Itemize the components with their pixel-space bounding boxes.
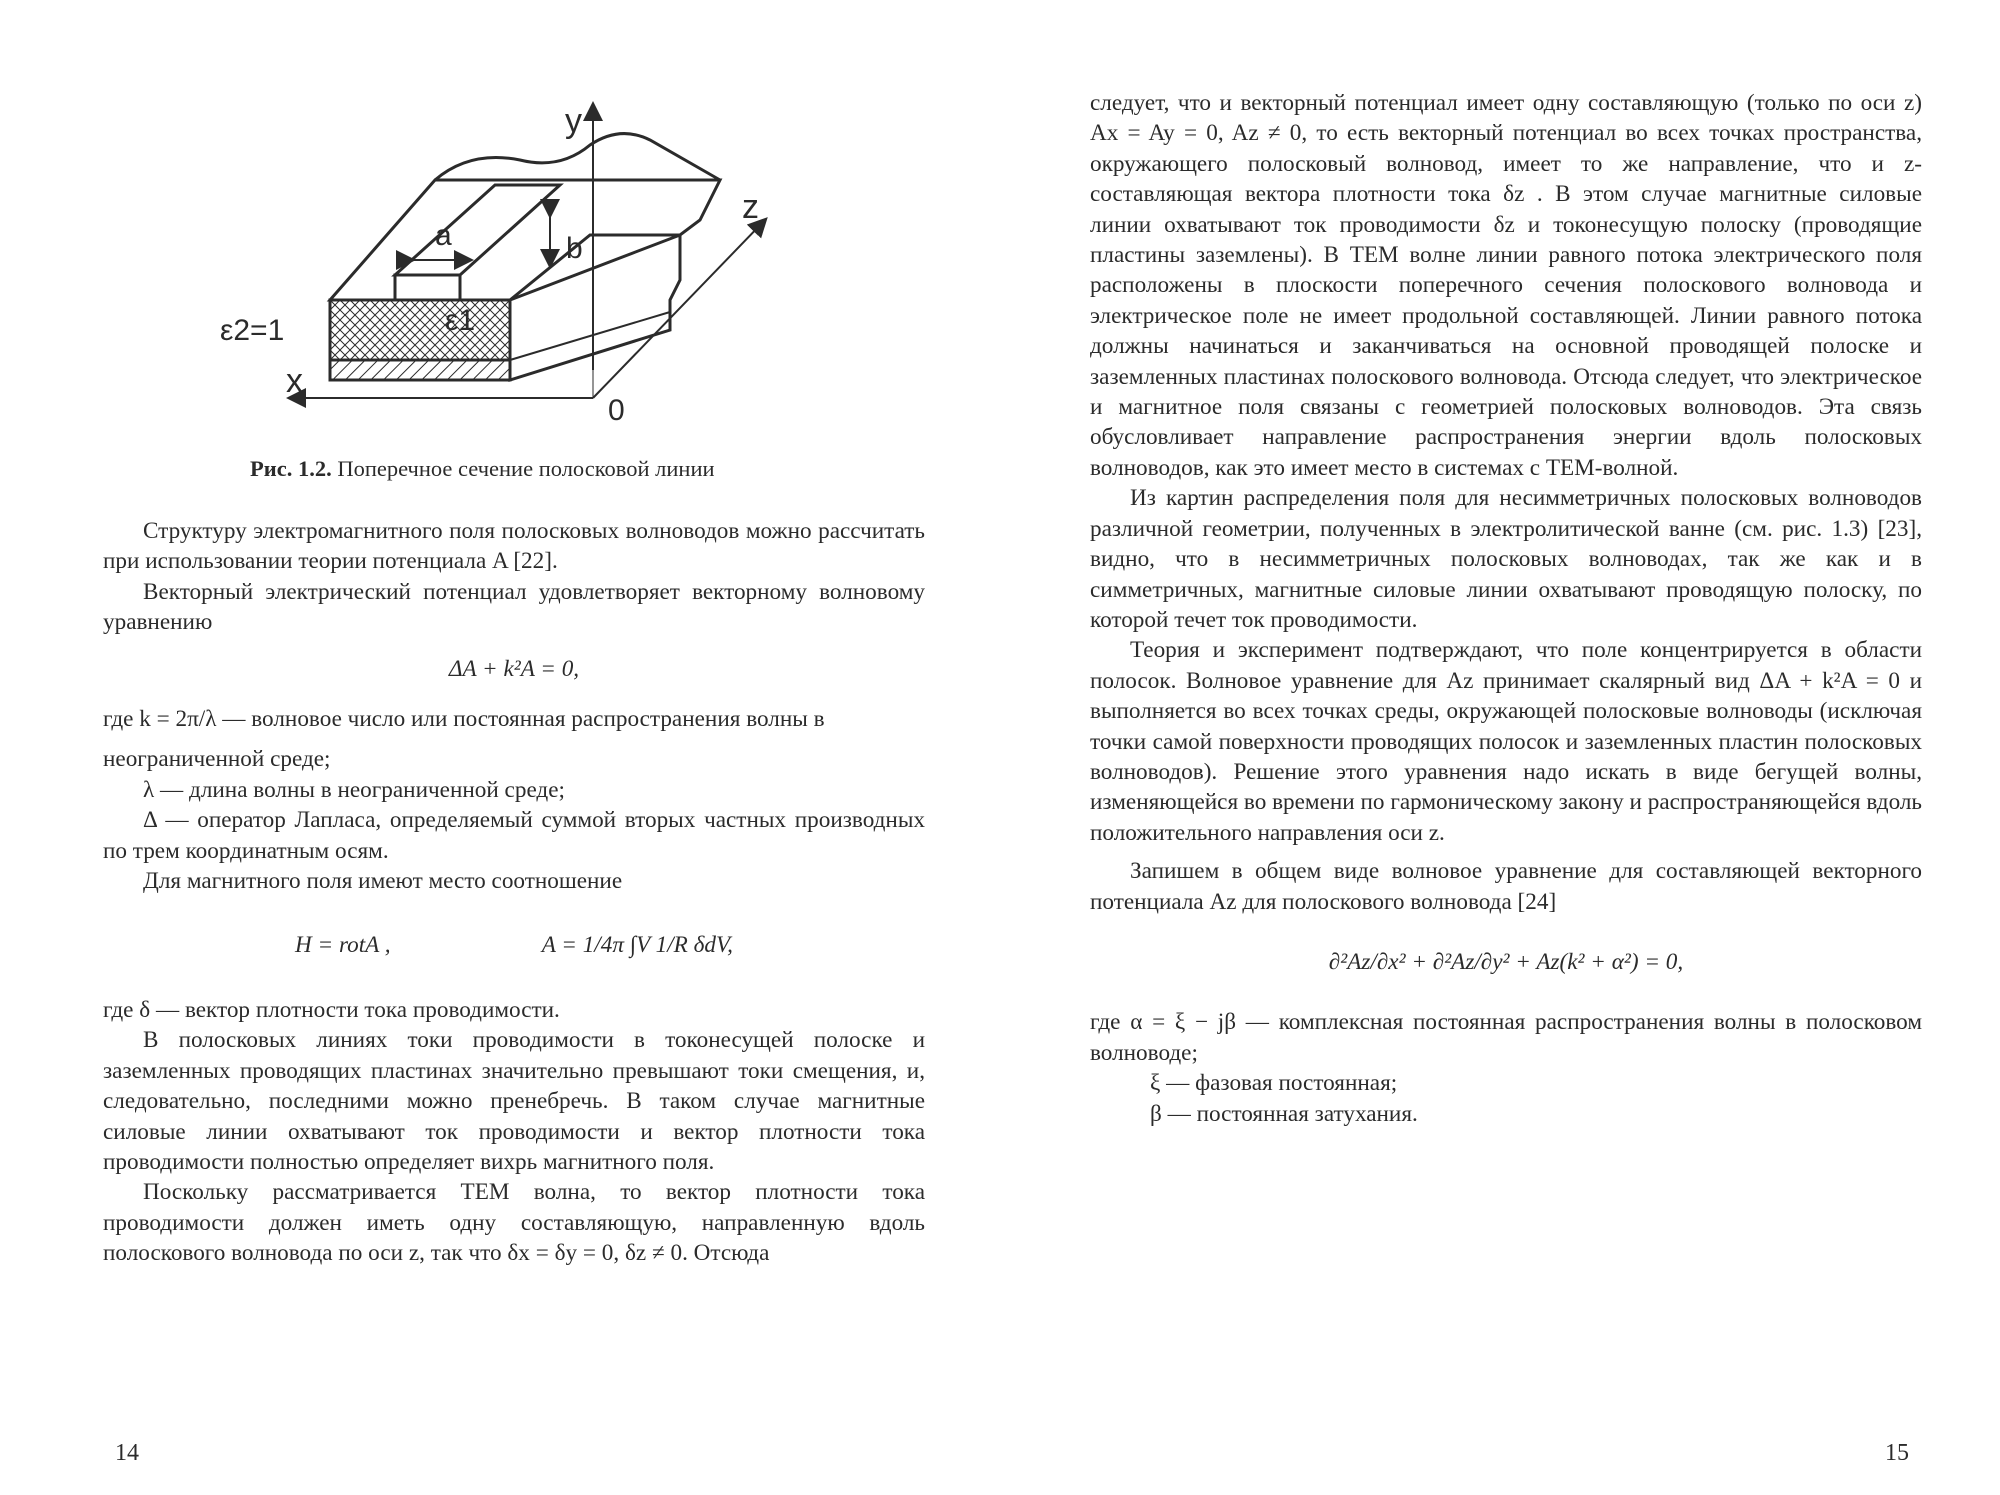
caption-number: Рис. 1.2. — [250, 456, 332, 481]
figure-caption — [250, 456, 715, 482]
page-number: 14 — [115, 1440, 139, 1466]
paragraph: следует, что и векторный потенциал имеет одну составляющую (только по оси z) Ax = Ay = 0, Az ≠ 0, то есть векторный потенциал во всех точках пространства, окружающего полосковый волновод, имеет то же направление, что и z-составляющая вектора плотности тока δz . В этом случае магнитные силовые линии охватывают ток проводимости δz и токонесущую полоску (проводящие пластины заземлены). В TEM волне линии равного потока электрического поля расположены в плоскости поперечного сечения полоскового волновода и электрическое поле не имеет продольной составляющей. Линии равного потока должны начинаться и заканчиваться на основной проводящей полоске и заземленных пластинах полоскового волновода. Отсюда следует, что электрическое и магнитное поля связаны с геометрией полосковых волноводов. Эта связь обусловливает направление распространения энергии вдоль полосковых волноводов, как это имеет место в системах с TEM-волной. — [1090, 90, 1922, 481]
equation-rot — [103, 930, 925, 960]
right-text-column — [1090, 88, 1922, 1129]
stripline-figure — [220, 100, 790, 430]
dielectric-face — [330, 300, 510, 360]
equation-rot-b: A = 1/4π ∫V 1/R δdV, — [541, 932, 733, 959]
ground-plane-face — [330, 360, 510, 380]
paragraph: Δ — оператор Лапласа, определяемый суммой вторых частных производных по трем координатным осям. — [103, 807, 925, 864]
equation-wave: ΔA + k²A = 0, — [448, 655, 580, 682]
axis-x-label: x — [286, 362, 303, 400]
paragraph: Векторный электрический потенциал удовлетворяет векторному волновому уравнению — [103, 578, 925, 636]
stripline-cross-section-diagram — [220, 100, 790, 430]
paragraph: ξ — фазовая постоянная; — [1150, 1070, 1398, 1097]
paragraph: Запишем в общем виде волновое уравнение для составляющей векторного потенциала Az для полоскового волновода [24] — [1090, 858, 1922, 915]
paragraph: λ — длина волны в неограниченной среде; — [143, 776, 565, 803]
origin-label: 0 — [608, 394, 625, 427]
equation-helmholtz: ∂²Az/∂x² + ∂²Az/∂y² + Az(k² + α²) = 0, — [1328, 948, 1684, 975]
axis-y-label: y — [565, 102, 582, 140]
eps1-label: ε1 — [445, 304, 476, 337]
strip-front — [395, 275, 460, 300]
equation-rot-a: H = rotA , — [295, 932, 391, 959]
paragraph: где α = ξ − jβ — комплексная постоянная распространения волны в полосковом волноводе; — [1090, 1009, 1922, 1066]
wavy-edge — [435, 134, 720, 180]
dim-b-label: b — [566, 232, 583, 265]
caption-text: Поперечное сечение полосковой линии — [331, 456, 715, 481]
paragraph: β — постоянная затухания. — [1150, 1100, 1418, 1127]
right-page — [1000, 0, 2000, 1495]
axis-z-label: z — [742, 188, 759, 226]
paragraph: Для магнитного поля имеют место соотношение — [143, 868, 623, 895]
paragraph: где δ — вектор плотности тока проводимости. — [103, 996, 560, 1023]
page-number: 15 — [1885, 1440, 1909, 1466]
left-text-column — [103, 516, 925, 1269]
eps2-label: ε2=1 — [220, 314, 285, 347]
paragraph: Поскольку рассматривается TEM волна, то вектор плотности тока проводимости должен иметь одну составляющую, направленную вдоль полоскового волновода по оси z, так что δx = δy = 0, δz ≠ 0. Отсюда — [103, 1179, 925, 1267]
dim-a-label: a — [435, 219, 452, 252]
paragraph: Теория и эксперимент подтверждают, что поле концентрируется в области полосок. Волновое уравнение для Az принимает скалярный вид ΔA + k²A = 0 и выполняется во всех точках среды, окружающей полосковые волноводы (исключая точки самой поверхности проводящих полосок и заземленных пластин полосковых волноводов). Решение этого уравнения надо искать в виде бегущей волны, изменяющейся во времени по гармоническому закону и распространяющейся вдоль положительного направления оси z. — [1090, 637, 1922, 846]
paragraph: Из картин распределения поля для несимметричных полосковых волноводов различной геометрии, полученных в электролитической ванне (см. рис. 1.3) [23], видно, что в несимметричных полосковых волноводах, так же как и в симметричных, магнитные силовые линии охватывают проводящую полоску, по которой течет ток проводимости. — [1090, 485, 1922, 633]
paragraph: неограниченной среде; — [103, 746, 331, 773]
paragraph: где k = 2π/λ — волновое число или постоянная распространения волны в — [103, 706, 825, 733]
paragraph: В полосковых линиях токи проводимости в токонесущей полоске и заземленных проводящих пластинах значительно превышают токи смещения, и, следовательно, последними можно пренебречь. В таком случае магнитные силовые линии охватывают ток проводимости и вектор плотности тока проводимости полностью определяет вихрь магнитного поля. — [103, 1027, 925, 1175]
paragraph: Структуру электромагнитного поля полосковых волноводов можно рассчитать при использовании теории потенциала A [22]. — [103, 518, 925, 575]
